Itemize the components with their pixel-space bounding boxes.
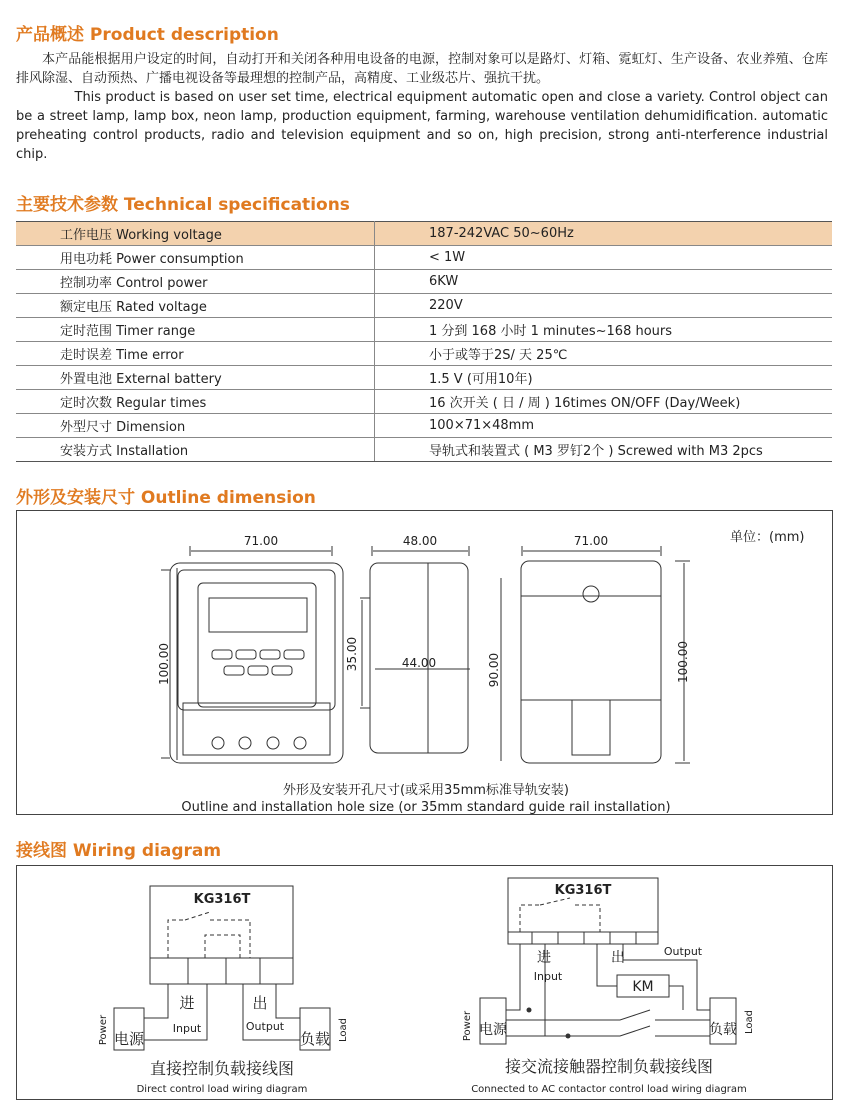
spec-value: 16 次开关 ( 日 / 周 ) 16times ON/OFF (Day/Week) — [375, 390, 833, 414]
dim-side-rail: 35.00 — [345, 636, 359, 672]
section-title-product: 产品概述 Product description — [16, 25, 279, 45]
right-title-cn: 接交流接触器控制负载接线图 — [504, 1057, 714, 1076]
spec-label: 外置电池 External battery — [16, 366, 375, 390]
spec-label: 用电功耗 Power consumption — [16, 246, 375, 270]
dim-back-height-left: 90.00 — [487, 652, 501, 688]
spec-label: 控制功率 Control power — [16, 270, 375, 294]
input-en-left: Input — [172, 1022, 202, 1035]
spec-value: < 1W — [375, 246, 833, 270]
load-cn-right: 负载 — [709, 1022, 737, 1038]
dim-back-height-right: 100.00 — [676, 641, 690, 683]
dim-back-width: 71.00 — [573, 534, 609, 548]
outline-caption-cn: 外形及安装开孔尺寸(或采用35mm标准导轨安装) — [282, 783, 570, 798]
output-cn-left: 出 — [252, 994, 268, 1012]
spec-value: 220V — [375, 294, 833, 318]
left-title-cn: 直接控制负载接线图 — [149, 1059, 295, 1078]
spec-label: 走时误差 Time error — [16, 342, 375, 366]
spec-value: 6KW — [375, 270, 833, 294]
spec-value: 187-242VAC 50~60Hz — [375, 222, 833, 246]
model-left: KG316T — [193, 892, 251, 907]
section-title-wiring: 接线图 Wiring diagram — [16, 841, 222, 861]
dim-side-depth: 48.00 — [402, 534, 438, 548]
load-cn-left: 负载 — [299, 1030, 331, 1048]
description-en: This product is based on user set time, electrical equipment automatic open and close a variety. Control object can be a street lamp, lamp box, neon lamp, production equipment, farming, warehouse ventilation dehumidification. automatic preheating control products, radio and television equipment and so on, high precision, strong anti-nterference industrial chip. — [16, 90, 828, 162]
spec-value: 小于或等于2S/ 天 25℃ — [375, 342, 833, 366]
dim-side-inner: 44.00 — [401, 656, 437, 670]
power-en-left: Power — [98, 1014, 109, 1046]
spec-label: 定时次数 Regular times — [16, 390, 375, 414]
spec-value: 1.5 V (可用10年) — [375, 366, 833, 390]
dim-front-width: 71.00 — [243, 534, 279, 548]
output-en-left: Output — [245, 1020, 285, 1033]
input-en-right: Input — [533, 970, 563, 983]
spec-value: 导轨式和装置式 ( M3 罗钉2个 ) Screwed with M3 2pcs — [375, 438, 833, 462]
section-title-tech: 主要技术参数 Technical specifications — [16, 195, 350, 215]
spec-label: 工作电压 Working voltage — [16, 222, 375, 246]
spec-value: 1 分到 168 小时 1 minutes~168 hours — [375, 318, 833, 342]
load-en-right: Load — [744, 1010, 755, 1034]
section-title-outline: 外形及安装尺寸 Outline dimension — [16, 488, 316, 508]
power-cn-left: 电源 — [113, 1030, 145, 1048]
output-en-right: Output — [663, 945, 703, 958]
power-en-right: Power — [462, 1010, 473, 1042]
output-cn-right: 出 — [611, 950, 625, 966]
spec-label: 定时范围 Timer range — [16, 318, 375, 342]
outline-caption-en: Outline and installation hole size (or 35mm standard guide rail installation) — [181, 800, 671, 815]
right-title-en: Connected to AC contactor control load wiring diagram — [471, 1084, 747, 1095]
load-en-left: Load — [338, 1018, 349, 1042]
power-cn-right: 电源 — [479, 1022, 507, 1038]
description-cn: 本产品能根据用户设定的时间，自动打开和关闭各种用电设备的电源，控制对象可以是路灯、灯箱、霓虹灯、生产设备、农业养殖、仓库排风除湿、自动预热、广播电视设备等最理想的控制产品，高精度、工业级芯片、强抗干扰。 — [16, 52, 828, 86]
dim-front-height: 100.00 — [157, 643, 171, 685]
outline-unit: 单位：(mm) — [730, 530, 805, 545]
spec-value: 100×71×48mm — [375, 414, 833, 438]
left-title-en: Direct control load wiring diagram — [136, 1084, 308, 1095]
spec-label: 外型尺寸 Dimension — [16, 414, 375, 438]
spec-label: 安装方式 Installation — [16, 438, 375, 462]
input-cn-right: 进 — [537, 950, 551, 966]
input-cn-left: 进 — [179, 994, 195, 1012]
model-right: KG316T — [554, 883, 612, 898]
km-label: KM — [632, 979, 654, 995]
spec-label: 额定电压 Rated voltage — [16, 294, 375, 318]
